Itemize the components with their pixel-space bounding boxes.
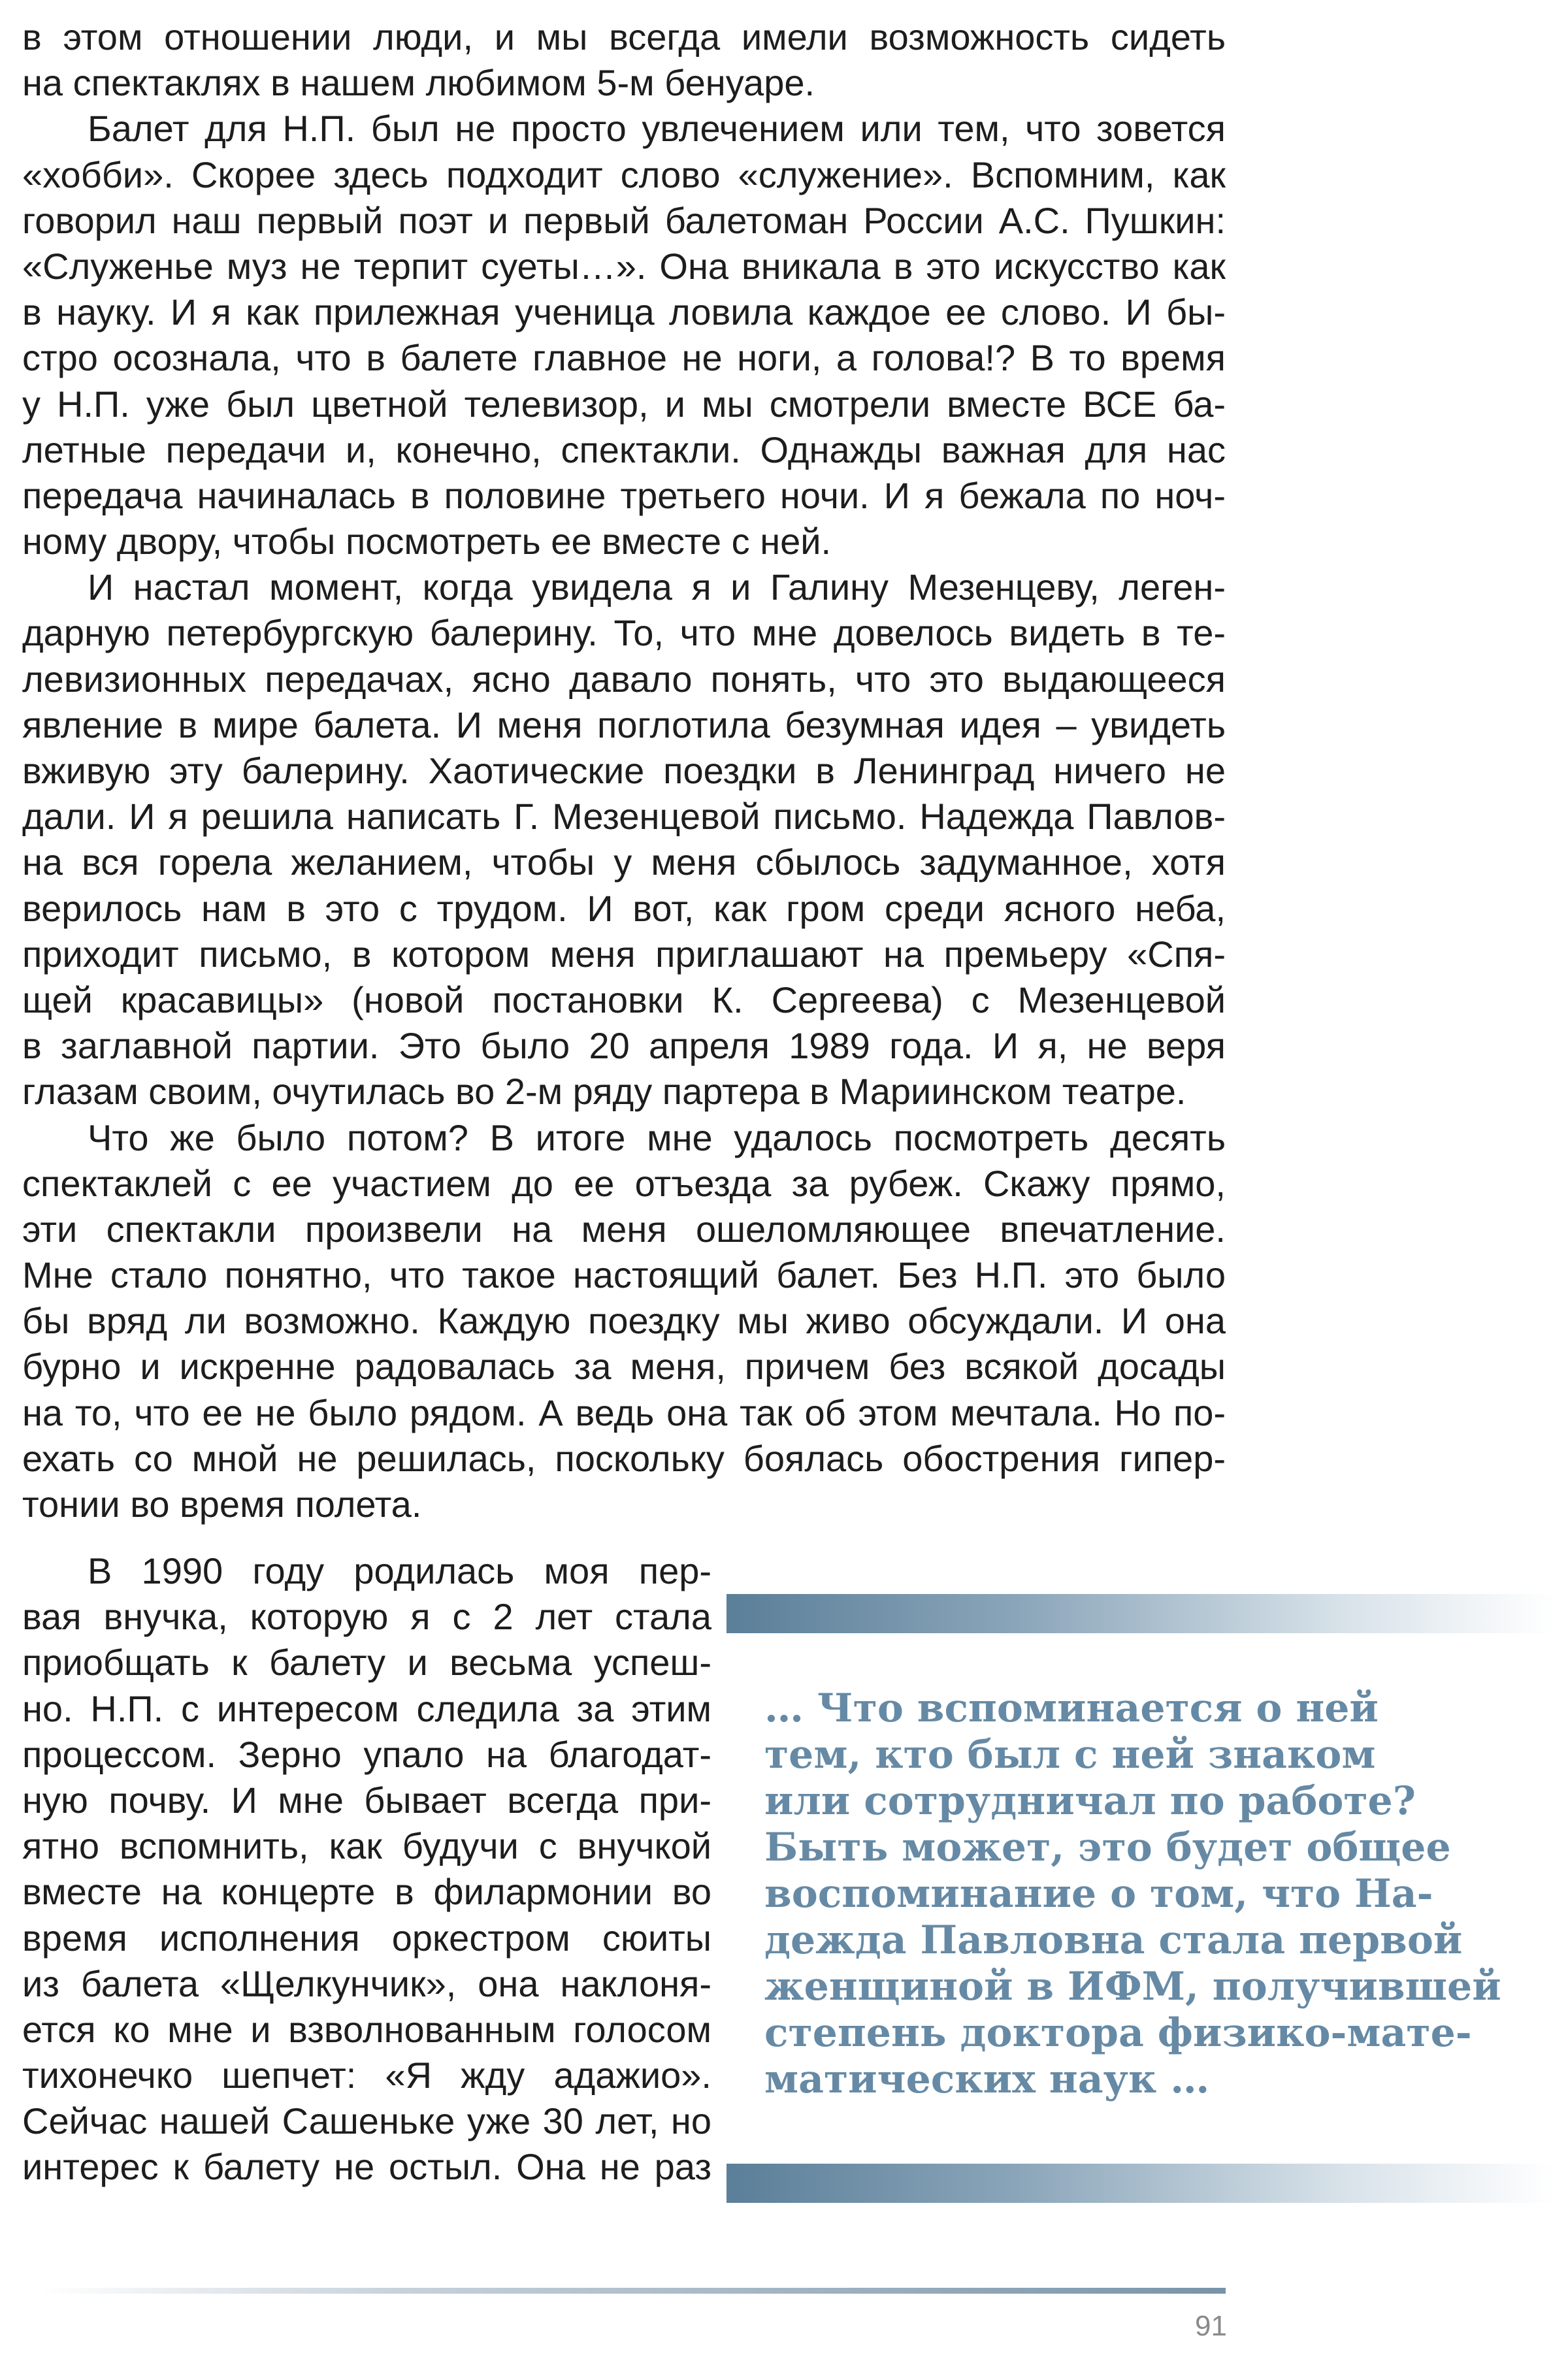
body-full-line: стро осознала, что в балете главное не ноги, а голова!? В то время — [22, 337, 1226, 379]
pull-quote-line: дежда Павловна стала первой — [764, 1917, 1463, 1963]
pull-quote-line: или сотрудничал по работе? — [764, 1778, 1416, 1824]
body-full-line: дали. И я решила написать Г. Мезенцевой письмо. Надежда Павлов- — [22, 796, 1226, 838]
body-full-line: щей красавицы» (новой постановки К. Сергеева) с Мезенцевой — [22, 979, 1226, 1020]
body-text-narrow-column — [22, 1548, 711, 2190]
body-full-line: в заглавной партии. Это было 20 апреля 1989 года. И я, не веря — [22, 1025, 1226, 1067]
pull-quote-top-bar — [727, 1594, 1555, 1633]
body-full-line: «Служенье муз не терпит суеты…». Она вникала в это искусство как — [22, 245, 1226, 287]
page-number: 91 — [1195, 2310, 1227, 2342]
body-full-line: на вся горела желанием, чтобы у меня сбылось задуманное, хотя — [22, 841, 1226, 883]
body-full-line: приходит письмо, в котором меня приглашают на премьеру «Спя- — [22, 933, 1226, 975]
body-full-line: спектаклей с ее участием до ее отъезда за рубеж. Скажу прямо, — [22, 1162, 1226, 1204]
body-full-line: бурно и искренне радовалась за меня, причем без всякой досады — [22, 1346, 1226, 1388]
body-narrow-line: ется ко мне и взволнованным голосом — [22, 2008, 711, 2050]
body-full-line: Балет для Н.П. был не просто увлечением или тем, что зовется — [88, 108, 1226, 150]
body-full-line: говорил наш первый поэт и первый балетоман России А.С. Пушкин: — [22, 199, 1226, 241]
body-narrow-line: вместе на концерте в филармонии во — [22, 1871, 711, 1913]
pull-quote-line: степень доктора физико-мате- — [764, 2010, 1472, 2056]
body-full-line: ехать со мной не решилась, поскольку боялась обострения гипер- — [22, 1437, 1226, 1479]
pull-quote-line: тем, кто был с ней знаком — [764, 1732, 1376, 1778]
pull-quote-line: воспоминание о том, что На- — [764, 1871, 1433, 1917]
body-full-line: глазам своим, очутилась во 2-м ряду партера в Мариинском театре. — [22, 1071, 1186, 1113]
body-narrow-line: из балета «Щелкунчик», она наклоня- — [22, 1962, 711, 2004]
body-narrow-line: вая внучка, которую я с 2 лет стала — [22, 1596, 711, 1638]
body-narrow-line: время исполнения оркестром сюиты — [22, 1917, 711, 1959]
body-narrow-line: процессом. Зерно упало на благодат- — [22, 1733, 711, 1775]
body-full-line: на то, что ее не было рядом. А ведь она так об этом мечтала. Но по- — [22, 1391, 1226, 1433]
body-narrow-line: но. Н.П. с интересом следила за этим — [22, 1687, 711, 1729]
pull-quote-line: Быть может, это будет общее — [764, 1825, 1451, 1870]
body-full-line: Мне стало понятно, что такое настоящий балет. Без Н.П. это было — [22, 1254, 1226, 1296]
pull-quote-line: … Что вспоминается о ней — [764, 1685, 1379, 1731]
body-narrow-line: ную почву. И мне бывает всегда при- — [22, 1779, 711, 1821]
body-full-line: бы вряд ли возможно. Каждую поездку мы живо обсуждали. И она — [22, 1300, 1226, 1342]
body-full-line: левизионных передачах, ясно давало понять, что это выдающееся — [22, 658, 1226, 700]
body-full-line: дарную петербургскую балерину. То, что мне довелось видеть в те- — [22, 612, 1226, 654]
body-full-line: эти спектакли произвели на меня ошеломляющее впечатление. — [22, 1208, 1226, 1250]
body-full-line: в науку. И я как прилежная ученица ловила каждое ее слово. И бы- — [22, 291, 1226, 333]
pull-quote-line: женщиной в ИФМ, получившей — [764, 1964, 1501, 2009]
body-narrow-line: ятно вспомнить, как будучи с внучкой — [22, 1825, 711, 1867]
footer-rule — [39, 2288, 1226, 2294]
pull-quote-bottom-bar — [727, 2164, 1555, 2203]
body-full-line: явление в мире балета. И меня поглотила безумная идея – увидеть — [22, 704, 1226, 745]
pull-quote — [764, 1685, 1548, 2103]
body-full-line: в этом отношении люди, и мы всегда имели возможность сидеть — [22, 16, 1226, 57]
body-full-line: И настал момент, когда увидела я и Галину Мезенцеву, леген- — [88, 566, 1226, 608]
body-text-full-width — [22, 14, 1226, 1527]
body-full-line: вживую эту балерину. Хаотические поездки в Ленинград ничего не — [22, 750, 1226, 791]
body-full-line: у Н.П. уже был цветной телевизор, и мы смотрели вместе ВСЕ ба- — [22, 383, 1226, 425]
pull-quote-line: матических наук … — [764, 2057, 1210, 2102]
body-full-line: «хобби». Скорее здесь подходит слово «служение». Вспомним, как — [22, 154, 1226, 195]
body-full-line: ному двору, чтобы посмотреть ее вместе с ней. — [22, 521, 832, 562]
body-narrow-line: приобщать к балету и весьма успеш- — [22, 1642, 711, 1684]
body-narrow-line: Сейчас нашей Сашеньке уже 30 лет, но — [22, 2100, 711, 2142]
body-full-line: Что же было потом? В итоге мне удалось посмотреть десять — [88, 1116, 1226, 1158]
body-full-line: передача начиналась в половине третьего ночи. И я бежала по ноч- — [22, 474, 1226, 516]
body-full-line: на спектаклях в нашем любимом 5-м бенуаре. — [22, 62, 815, 104]
body-full-line: тонии во время полета. — [22, 1484, 422, 1525]
body-full-line: летные передачи и, конечно, спектакли. Однажды важная для нас — [22, 429, 1226, 470]
body-narrow-line: интерес к балету не остыл. Она не раз — [22, 2146, 711, 2188]
body-narrow-line: В 1990 году родилась моя пер- — [88, 1550, 711, 1591]
body-narrow-line: тихонечко шепчет: «Я жду адажио». — [22, 2055, 711, 2096]
body-full-line: верилось нам в это с трудом. И вот, как гром среди ясного неба, — [22, 887, 1226, 929]
